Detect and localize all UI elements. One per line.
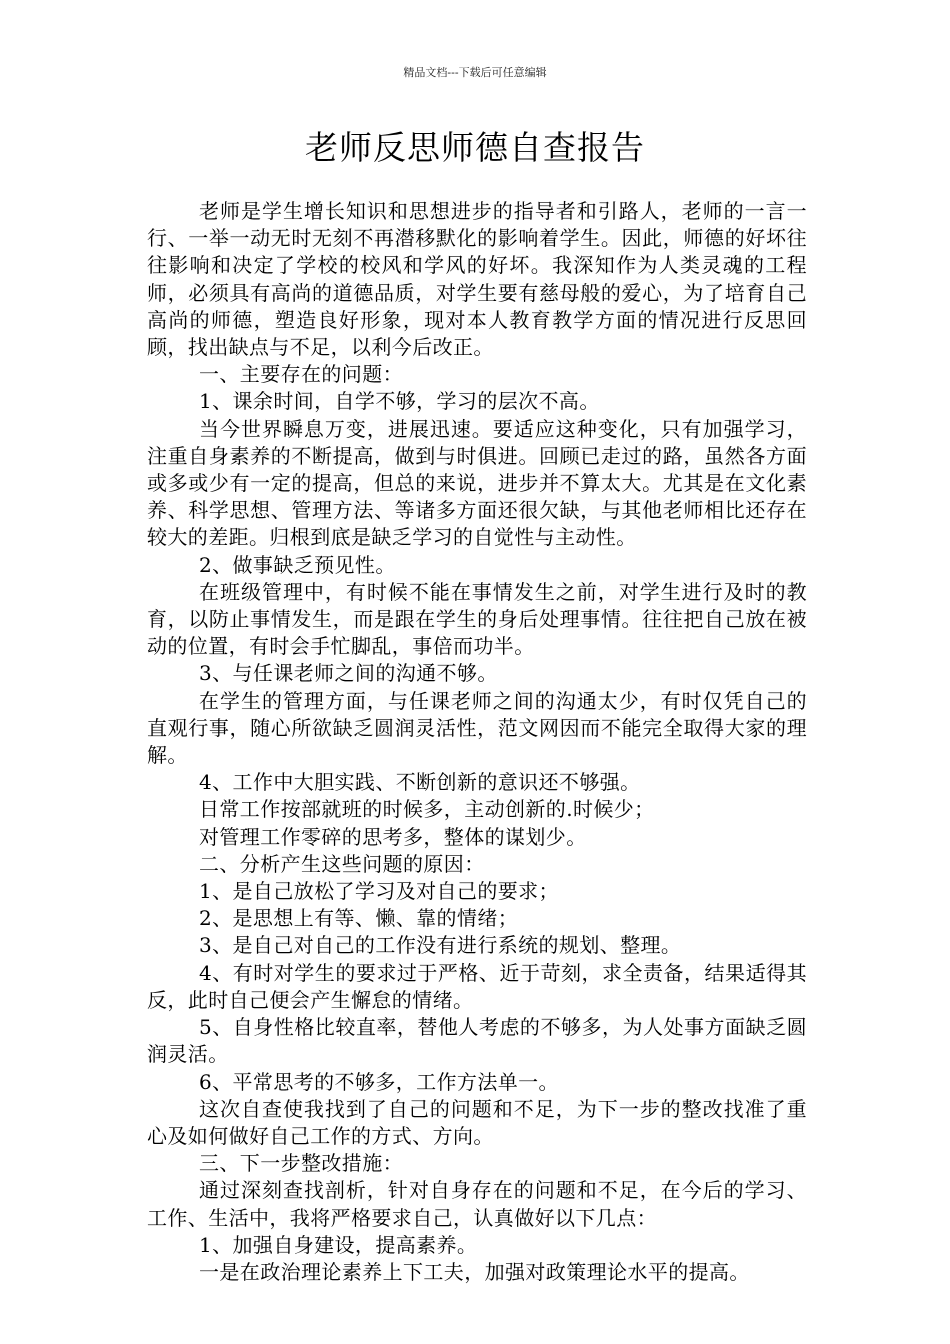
section-heading: 三、下一步整改措施： <box>199 1151 403 1176</box>
paragraph: 在学生的管理方面，与任课老师之间的沟通太少，有时仅凭自己的直观行事，随心所欲缺乏圆润灵活性，范文网因而不能完全取得大家的理解。 <box>147 688 807 768</box>
list-item: 1、是自己放松了学习及对自己的要求； <box>199 879 559 904</box>
list-item: 3、是自己对自己的工作没有进行系统的规划、整理。 <box>199 933 682 958</box>
paragraph: 一是在政治理论素养上下工夫，加强对政策理论水平的提高。 <box>199 1259 750 1284</box>
paragraph: 在班级管理中，有时候不能在事情发生之前，对学生进行及时的教育，以防止事情发生，而是跟在学生的身后处理事情。往往把自己放在被动的位置，有时会手忙脚乱，事倍而功半。 <box>147 579 807 659</box>
document-title: 老师反思师德自查报告 <box>305 128 645 167</box>
list-item: 5、自身性格比较直率，替他人考虑的不够多，为人处事方面缺乏圆润灵活。 <box>147 1015 807 1067</box>
paragraph: 通过深刻查找剖析，针对自身存在的问题和不足，在今后的学习、工作、生活中，我将严格要求自己，认真做好以下几点： <box>147 1178 807 1230</box>
paragraph: 老师是学生增长知识和思想进步的指导者和引路人，老师的一言一行、一举一动无时无刻不再潜移默化的影响着学生。因此，师德的好坏往往影响和决定了学校的校风和学风的好坏。我深知作为人类灵魂的工程师，必须具有高尚的道德品质，对学生要有慈母般的爱心，为了培育自己高尚的师德，塑造良好形象，现对本人教育教学方面的情况进行反思回顾，找出缺点与不足，以利今后改正。 <box>147 199 807 360</box>
list-item: 4、工作中大胆实践、不断创新的意识还不够强。 <box>199 770 641 795</box>
list-item: 3、与任课老师之间的沟通不够。 <box>199 661 498 686</box>
list-item: 2、做事缺乏预见性。 <box>199 552 396 577</box>
page-header: 精品文档---下载后可任意编辑 <box>403 66 547 79</box>
document-body <box>147 198 807 1286</box>
section-heading: 二、分析产生这些问题的原因： <box>199 851 485 876</box>
list-item: 6、平常思考的不够多，工作方法单一。 <box>199 1069 559 1094</box>
list-item: 2、是思想上有等、懒、靠的情绪； <box>199 906 519 931</box>
list-item: 1、课余时间，自学不够，学习的层次不高。 <box>199 389 600 414</box>
paragraph: 当今世界瞬息万变，进展迅速。要适应这种变化，只有加强学习，注重自身素养的不断提高，做到与时俱进。回顾已走过的路，虽然各方面或多或少有一定的提高，但总的来说，进步并不算太大。尤其是在文化素养、科学思想、管理方法、等诸多方面还很欠缺，与其他老师相比还存在较大的差距。归根到底是缺乏学习的自觉性与主动性。 <box>147 416 807 550</box>
section-heading: 一、主要存在的问题： <box>199 362 403 387</box>
list-item: 1、加强自身建设，提高素养。 <box>199 1232 478 1257</box>
paragraph: 日常工作按部就班的时候多，主动创新的.时候少； <box>199 797 655 822</box>
paragraph: 对管理工作零碎的思考多，整体的谋划少。 <box>199 824 587 849</box>
paragraph: 这次自查使我找到了自己的问题和不足，为下一步的整改找准了重心及如何做好自己工作的方式、方向。 <box>147 1096 807 1148</box>
list-item: 4、有时对学生的要求过于严格、近于苛刻，求全责备，结果适得其反，此时自己便会产生懈怠的情绪。 <box>147 960 807 1012</box>
